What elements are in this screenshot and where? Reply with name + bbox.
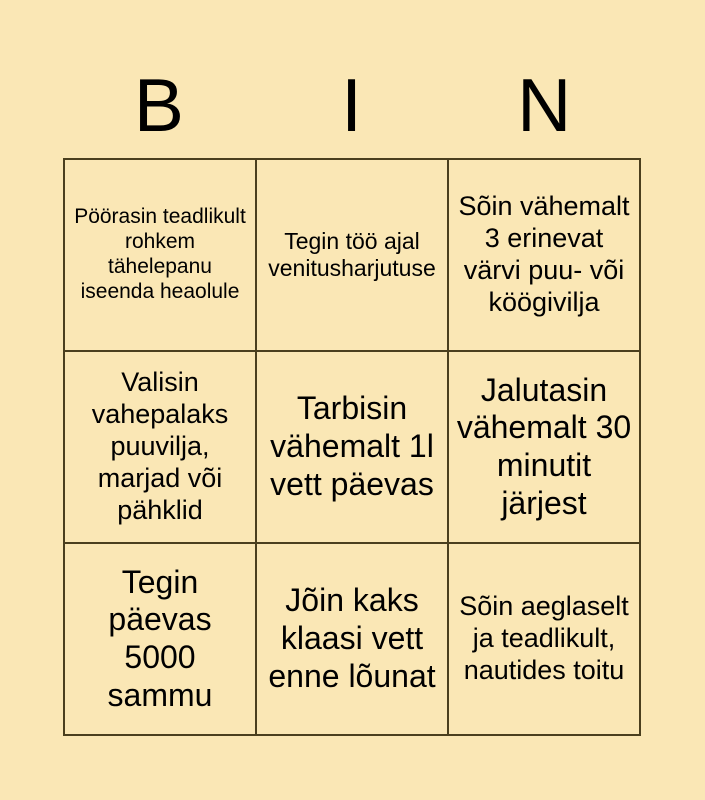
bingo-header-letter-i: I (341, 63, 363, 147)
bingo-cell-text: Sõin aeglaselt ja teadlikult, nautides toitu (459, 591, 629, 685)
bingo-cell-text: Pöörasin teadlikult rohkem tähelepanu iseenda heaolule (74, 205, 246, 303)
bingo-cell-text: Tegin päevas 5000 sammu (107, 563, 213, 713)
bingo-header-letter-n: N (517, 63, 573, 147)
bingo-cell[interactable] (257, 160, 449, 352)
bingo-cell[interactable] (257, 544, 449, 736)
bingo-cell[interactable] (65, 352, 257, 544)
bingo-cell-text: Tegin töö ajal venitusharjutuse (268, 227, 436, 281)
bingo-cell-text: Tarbisin vähemalt 1l vett päevas (270, 390, 434, 502)
bingo-cell[interactable] (257, 352, 449, 544)
bingo-cell-text: Sõin vähemalt 3 erinevat värvi puu- või köögivilja (458, 191, 630, 317)
bingo-cell[interactable] (65, 544, 257, 736)
bingo-header-letter-b: B (133, 63, 185, 147)
bingo-cell[interactable] (449, 544, 641, 736)
bingo-grid (63, 158, 641, 736)
bingo-cell-text: Valisin vahepalaks puuvilja, marjad või pähklid (91, 367, 229, 525)
bingo-cell[interactable] (449, 352, 641, 544)
bingo-cell-text: Jõin kaks klaasi vett enne lõunat (268, 582, 436, 694)
bingo-cell[interactable] (449, 160, 641, 352)
bingo-header (63, 55, 641, 155)
bingo-cell[interactable] (65, 160, 257, 352)
bingo-cell-text: Jalutasin vähemalt 30 minutit järjest (456, 371, 632, 521)
